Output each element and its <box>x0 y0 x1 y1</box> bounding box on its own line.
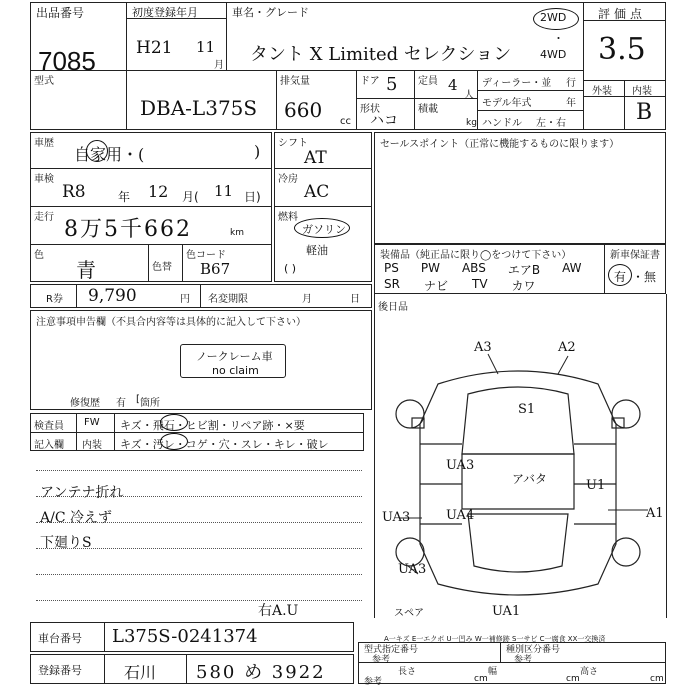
lot-number: 7085 <box>38 46 96 76</box>
damage-legend: A一キズ E一エクボ U一凹み W一補修跡 S一サビ C一腐食 XX一交換済 <box>384 635 606 643</box>
mark-ua3-spare: UA3 <box>398 562 427 577</box>
height-cm: cm <box>650 674 664 684</box>
warranty-sep: ・ <box>632 270 645 284</box>
equipment-item: ナビ <box>423 279 448 293</box>
warranty-yes: 有 <box>614 270 627 284</box>
name-change-label: 名変期限 <box>208 294 248 305</box>
lot-label: 出品番号 <box>36 6 85 20</box>
mark-u1: U1 <box>586 478 606 493</box>
mileage-value: 8万5千662 <box>64 217 192 242</box>
drive-dot: ・ <box>553 32 564 45</box>
width-cm: cm <box>566 674 580 684</box>
mark-a2-top: A2 <box>558 340 576 355</box>
length-cm: cm <box>474 674 488 684</box>
capacity-value: 4 <box>448 76 458 94</box>
equipment-row1 <box>384 261 602 278</box>
height-label: 高さ <box>580 667 599 677</box>
inspection-label: 車検 <box>34 174 54 185</box>
inspection-era: R8 <box>62 182 86 202</box>
fw-items: キズ・飛石・ヒビ割・リペア跡・×要 <box>120 419 305 432</box>
type-designation-label: 型式指定番号 <box>364 645 419 655</box>
mark-a1: A1 <box>646 506 664 521</box>
first-reg-label: 初度登録年月 <box>132 6 198 19</box>
mark-ua1: UA1 <box>492 604 521 619</box>
equipment-item: エアB <box>507 263 541 277</box>
mark-ua3-side: UA3 <box>382 510 411 525</box>
color-change-label: 色替 <box>152 262 172 273</box>
noclaim-jp: ノークレーム車 <box>196 350 273 363</box>
first-reg-year: H21 <box>136 38 173 58</box>
recycle-yen-unit: 円 <box>180 294 190 305</box>
history-close: ) <box>254 142 261 161</box>
spare-label: スペア <box>394 608 424 619</box>
note-line-3: 下廻りS <box>40 535 92 551</box>
class-label: 種別区分番号 <box>506 645 561 655</box>
model-label: 型式 <box>34 76 54 87</box>
aircon-label: 冷房 <box>278 174 298 185</box>
chassis-label: 車台番号 <box>38 632 82 645</box>
fw-label: FW <box>84 417 100 428</box>
fw-mark-circle <box>160 414 188 431</box>
inspection-day: 11 <box>214 182 234 200</box>
capacity-unit: 人 <box>464 90 474 101</box>
mark-s1: S1 <box>518 402 536 417</box>
color-code-value: B67 <box>200 260 231 278</box>
score-value: 3.5 <box>598 32 646 67</box>
class-ref: 参考 <box>514 655 533 665</box>
note-line-2: A/C 冷えず <box>40 510 112 526</box>
mark-a3-top: A3 <box>474 340 492 355</box>
exterior-label: 外装 <box>592 86 612 97</box>
equipment-item: SR <box>384 277 400 291</box>
model-year-label: モデル年式 <box>482 98 532 109</box>
fuel-bracket: ( ) <box>284 262 297 275</box>
score-label: 評価点 <box>598 7 647 21</box>
width-label: 幅 <box>488 667 498 677</box>
aircon-value: AC <box>304 182 330 202</box>
interior-items: キズ・汚レ・コゲ・穴・スレ・キレ・破レ <box>120 438 329 451</box>
handle-value: 左・右 <box>536 118 566 129</box>
equipment-item: AW <box>562 261 582 275</box>
warranty-no: 無 <box>644 270 657 284</box>
recycle-value: 9,790 <box>88 286 137 306</box>
equipment-label: 装備品（純正品に限り◯をつけて下さい） <box>380 250 572 261</box>
displacement-value: 660 <box>284 98 323 122</box>
color-code-label: 色コード <box>186 250 226 261</box>
interior-table-label: 内装 <box>82 440 102 451</box>
writer-label: 記入欄 <box>34 440 64 451</box>
plate-label: 登録番号 <box>38 664 82 677</box>
fuel-diesel: 軽油 <box>306 244 328 257</box>
length-ref: 参考 <box>364 677 383 687</box>
dealer-unit: 行 <box>566 78 576 89</box>
repair-label: 修復歴 <box>70 398 100 409</box>
recycle-label: R券 <box>46 294 63 305</box>
equipment-item: PS <box>384 261 399 275</box>
interior-mark-circle <box>160 433 188 450</box>
plate-number: 580 め 3922 <box>196 662 326 683</box>
inspection-month-unit: 月( <box>182 190 199 204</box>
noclaim-en: no claim <box>212 364 259 377</box>
chassis-number: L375S-0241374 <box>112 626 258 647</box>
name-change-month-unit: 月 <box>302 294 312 305</box>
handle-label: ハンドル <box>482 118 522 129</box>
equipment-item: ABS <box>461 261 486 275</box>
car-name: タント X Limited セレクション <box>250 44 512 65</box>
kg-unit: kg <box>466 118 477 128</box>
note-line-1: アンテナ折れ <box>40 485 124 501</box>
history-label: 車歴 <box>34 138 54 149</box>
capacity-label: 定員 <box>418 76 438 87</box>
drive-4wd: 4WD <box>540 48 567 61</box>
notes-label: 注意事項申告欄（不具合内容等は具体的に記入して下さい） <box>36 317 306 328</box>
equipment-row2 <box>384 277 602 294</box>
inspection-month: 12 <box>148 182 169 201</box>
recycle-frame <box>30 284 372 308</box>
inspection-day-unit: 日) <box>244 190 261 204</box>
mark-abata: アバタ <box>512 472 548 486</box>
km-unit: km <box>230 228 244 238</box>
repair-value: 有 <box>116 398 126 409</box>
fuel-gas: ガソリン <box>302 223 346 236</box>
sales-point-label: セールスポイント（正常に機能するものに限ります） <box>380 139 620 150</box>
history-value: 自家用・( <box>74 145 145 164</box>
inspector-label: 検査員 <box>34 421 64 432</box>
interior-grade: B <box>636 100 653 125</box>
shape-value: ハコ <box>370 113 398 129</box>
name-change-day-unit: 日 <box>350 294 360 305</box>
doors-value: 5 <box>386 74 398 95</box>
repair-bracket: [ <box>136 394 140 405</box>
cc-unit: cc <box>340 116 351 127</box>
color-label: 色 <box>34 250 44 261</box>
shift-value: AT <box>304 148 327 168</box>
note-right: 右A.U <box>258 603 299 619</box>
first-reg-month: 11 <box>196 38 216 56</box>
after-sales-label: 後日品 <box>378 302 408 313</box>
fuel-label: 燃料 <box>278 212 298 223</box>
mark-ua3-left: UA3 <box>446 458 475 473</box>
mileage-label: 走行 <box>34 212 54 223</box>
car-name-label: 車名・グレード <box>232 6 309 19</box>
displacement-label: 排気量 <box>280 76 310 87</box>
model-value: DBA-L375S <box>140 96 258 120</box>
warranty-label: 新車保証書 <box>610 250 660 261</box>
inspection-year-unit: 年 <box>118 190 131 204</box>
color-value: 青 <box>76 258 96 282</box>
doors-label: ドア <box>360 76 380 87</box>
equipment-item: PW <box>420 261 440 275</box>
equipment-item: カワ <box>511 279 536 293</box>
repair-location: 箇所 <box>140 398 160 409</box>
mark-ua4: UA4 <box>446 508 475 523</box>
length-label: 長さ <box>398 667 417 677</box>
month-unit: 月 <box>214 60 224 71</box>
equipment-item: TV <box>471 277 488 291</box>
history-frame <box>30 132 272 282</box>
dealer-label: ディーラー・並 <box>482 78 552 89</box>
type-designation-ref: 参考 <box>372 655 391 665</box>
load-label: 積載 <box>418 104 438 115</box>
shift-label: シフト <box>278 138 308 149</box>
shape-label: 形状 <box>360 104 380 115</box>
drive-2wd: 2WD <box>540 11 567 24</box>
interior-label: 内装 <box>632 86 652 97</box>
model-year-unit: 年 <box>566 98 576 109</box>
plate-area: 石川 <box>124 663 157 682</box>
